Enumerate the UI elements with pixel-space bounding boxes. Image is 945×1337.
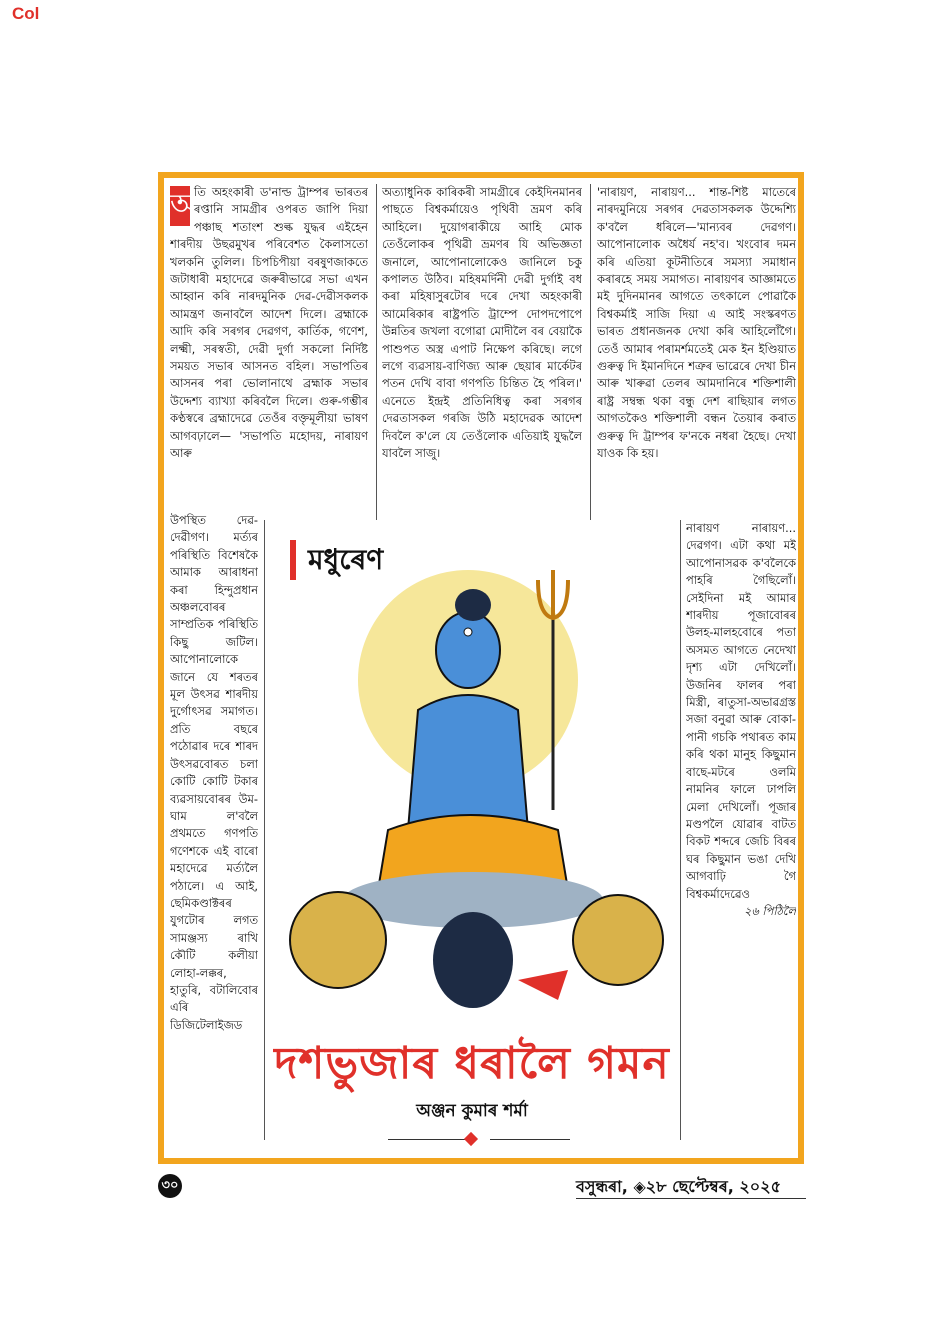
- god-head-right: [573, 895, 663, 985]
- column-3-text: 'নাৰায়ণ, নাৰায়ণ... শান্ত-শিষ্ট মাতেৰে নাৰদমুনিয়ে সৰগৰ দেৱতাসকলক উদ্দেশ্যি ক'বলৈ ধৰিলে—'মান্যবৰ দেৱগণ। আপোনালোক অধৈৰ্য নহ'ব। খংবোৰ দমন কৰি এতিয়া কূটনীতিৰে সমস্যা সমাধান কৰাৰহে সময় সমাগত। নাৰায়ণৰ আজ্ঞামতে মই দুদিনমানৰ আগতে তৎকালে পোৱাকৈ বিশ্বকৰ্মাই সাজি দিয়া এ আই সংস্কৰণত ভাৰত প্ৰধানজনক দেখা কৰি আহিলোঁগৈ। তেওঁ আমাৰ পৰামৰ্শমতেই মেক ইন ইণ্ডিয়াত গুৰুত্ব দি ইমানদিনে শত্ৰুৰ ভাৱেৰে দেখা চীন আৰু খাৰুৱা তেলৰ আমদানিৰে শক্তিশালী ৰাষ্ট্ৰ সম্বন্ধ থকা বন্ধু দেশ ৰাছিয়াৰ লগত আগতকৈও শক্তিশালী বন্ধন তৈয়াৰ কৰাত গুৰুত্ব দি ট্ৰাম্পৰ ফ'নকে নধৰা হৈছে। দেখা যাওক কি হয়।: [597, 185, 796, 461]
- column-3: [597, 184, 796, 520]
- shiva-illustration: [268, 560, 678, 1030]
- byline-rule-left: [388, 1139, 468, 1140]
- continued-note: ২৬ পিঠিলৈ: [743, 903, 796, 918]
- column-rule: [680, 520, 681, 1140]
- footer-title: বসুন্ধৰা, ◈২৮ ছেপ্টেম্বৰ, ২০২৫: [576, 1177, 781, 1196]
- column-1: [170, 184, 368, 512]
- column-rule: [376, 184, 377, 520]
- trident-head: [538, 570, 568, 618]
- column-2-text: অত্যাধুনিক কাৰিকৰী সামগ্ৰীৰে কেইদিনমানৰ পাছতে বিশ্বকৰ্মায়েও পৃথিবী ভ্ৰমণ কৰি আহিলে। দুয়োগৰাকীয়ে আহি মোক তেওঁলোকৰ পৃথিৱী ভ্ৰমণৰ যি অভিজ্ঞতা জনালে, আপোনালোকেও জানিলে চকু কপালত উঠিব। মহিষমৰ্দিনী দেৱী দুৰ্গাই বধ কৰা মহিষাসুৰটোৰ দৰে দেখা অহংকাৰী আমেৰিকাৰ ৰাষ্ট্ৰপতি ট্ৰাম্পে দোপদপোপে উন্নতিৰ জখলা বগোৱা মোদীলৈ বৰ বেয়াকৈ পাশুপত অস্ত্ৰ এপাট নিক্ষেপ কৰিছে। লগে লগে ব্যৱসায়-বাণিজ্য আৰু ছেয়াৰ মাৰ্কেটৰ পতন দেখি বাবা গণপতি চিন্তিত হৈ পৰিল।' এনেতে ইন্দ্ৰই প্ৰতিনিধিত্ব কৰা সৰগৰ দেৱতাসকল গৰজি উঠি মহাদেৱক আদেশ দিবলৈ ক'লে যে তেওঁলোক এতিয়াই যুদ্ধলৈ যাবলৈ সাজু।: [382, 185, 582, 461]
- column-1-narrow-text: উপস্থিত দেৱ-দেৱীগণ। মৰ্ত্যৰ পৰিস্থিতি বিশেষকৈ আমাক আৰাধনা কৰা হিন্দুপ্ৰধান অঞ্চলবোৰৰ সাম্প্ৰতিক পৰিস্থিতি কিছু জটিল। আপোনালোকে জানে যে শৰতৰ মূল উৎসৱ শাৰদীয় দুৰ্গোৎসৱ সমাগত। প্ৰতি বছৰে পঠোৱাৰ দৰে শাৰদ উৎসৱবোৰত চলা কোটি কোটি টকাৰ ব্যৱসায়বোৰৰ উম-ঘাম ল'বলৈ প্ৰথমতে গণপতি গণেশকে এই বাৰো মহাদেৱে মৰ্ত্যলৈ পঠালে। এ আই, ছেমিকণ্ডাক্টৰৰ যুগটোৰ লগত সামঞ্জস্য ৰাখি কৌটি কলীয়া লোহা-লক্কৰ, হাতুৰি, বটালিবোৰ এৰি ডিজিটেলাইজড: [170, 513, 258, 1032]
- third-eye: [464, 628, 472, 636]
- section-label: মধুৰেণ: [290, 540, 383, 580]
- column-1-narrow: [170, 512, 258, 1130]
- red-cloth: [518, 970, 568, 1000]
- column-3-narrow: [686, 520, 796, 1160]
- byline-rule-right: [490, 1139, 570, 1140]
- column-1-text: তি অহংকাৰী ড'নাল্ড ট্ৰাম্পৰ ভাৰতৰ ৰপ্তানি সামগ্ৰীৰ ওপৰত জাপি দিয়া পঞ্চাছ শতাংশ শুল্ক যুদ্ধৰ এইহেন শাৰদীয় উছৱমুখৰ পৰিবেশত কৈলাসতো খলকনি তুলিল। চিপচিপীয়া বৰষুণজাকতে জটাধাৰী মহাদেৱে জৰুৰীভাৱে সভা এখন আহ্বান কৰি নাৰদমুনিক দেৱ-দেৱীসকলক আমন্ত্ৰণ জনাবলৈ আদেশ দিলে। ব্ৰহ্মাকে আদি কৰি সৰগৰ দেৱগণ, কাৰ্তিক, গণেশ, লক্ষ্মী, সৰস্বতী, দেৱী দুৰ্গা সকলো নিৰ্দিষ্ট সময়ত সভাৰ আসনত বহিল। সভাপতিৰ আসনৰ পৰা ভোলানাথে ব্ৰহ্মাক সভাৰ উদ্দেশ্য ব্যাখ্যা কৰিবলৈ দিলে। গুৰু-গম্ভীৰ কণ্ঠস্বৰে ব্ৰহ্মাদেৱে তেওঁৰ বক্তৃমূলীয়া ভাষণ আগবঢ়ালে— 'সভাপতি মহোদয়, নাৰায়ণ আৰু: [170, 185, 368, 461]
- page-number: ৩০: [158, 1174, 182, 1198]
- footer-rule: [576, 1198, 806, 1199]
- column-3-narrow-text: নাৰায়ণ নাৰায়ণ... দেৱগণ। এটা কথা মই আপোনাসৱক ক'বলৈকে পাহৰি গৈছিলোঁ। সেইদিনা মই আমাৰ শাৰদীয় পূজাবোৰৰ উলহ-মালহবোৰে পতা অসমত আগতে নেদেখা দৃশ্য এটা দেখিলোঁ। উজনিৰ ফালৰ পৰা মিস্ত্ৰী, ৰাতুসা-অভাৱগ্ৰস্ত সজা বনুৱা আৰু বোকা-পানী গচকি পথাৰত কাম কৰি থকা মানুহ কিছুমান বাছে-মটৰে ওলমি নামনিৰ ফালে ঢাপলি মেলা দেখিলোঁ। পূজাৰ মণ্ডপলৈ যোৱাৰ বাটত বিকট শব্দৰে জেচি বিৰৰ ঘৰ কিছুমান ভঙা দেখি আগবাঢ়ি গৈ বিশ্বকৰ্মাদেৱেও: [686, 521, 796, 901]
- column-rule: [590, 184, 591, 520]
- god-head-center: [433, 912, 513, 1008]
- byline: অঞ্জন কুমাৰ শৰ্মা: [416, 1101, 528, 1121]
- corner-label: Col: [12, 4, 40, 23]
- shiva-head: [436, 612, 500, 688]
- shiva-bun: [455, 589, 491, 621]
- headline: দশভুজাৰ ধৰালৈ গমন: [274, 1038, 670, 1089]
- god-head-left: [290, 892, 386, 988]
- drop-cap: অ: [170, 186, 190, 226]
- column-rule: [264, 520, 265, 1140]
- column-2: [382, 184, 582, 520]
